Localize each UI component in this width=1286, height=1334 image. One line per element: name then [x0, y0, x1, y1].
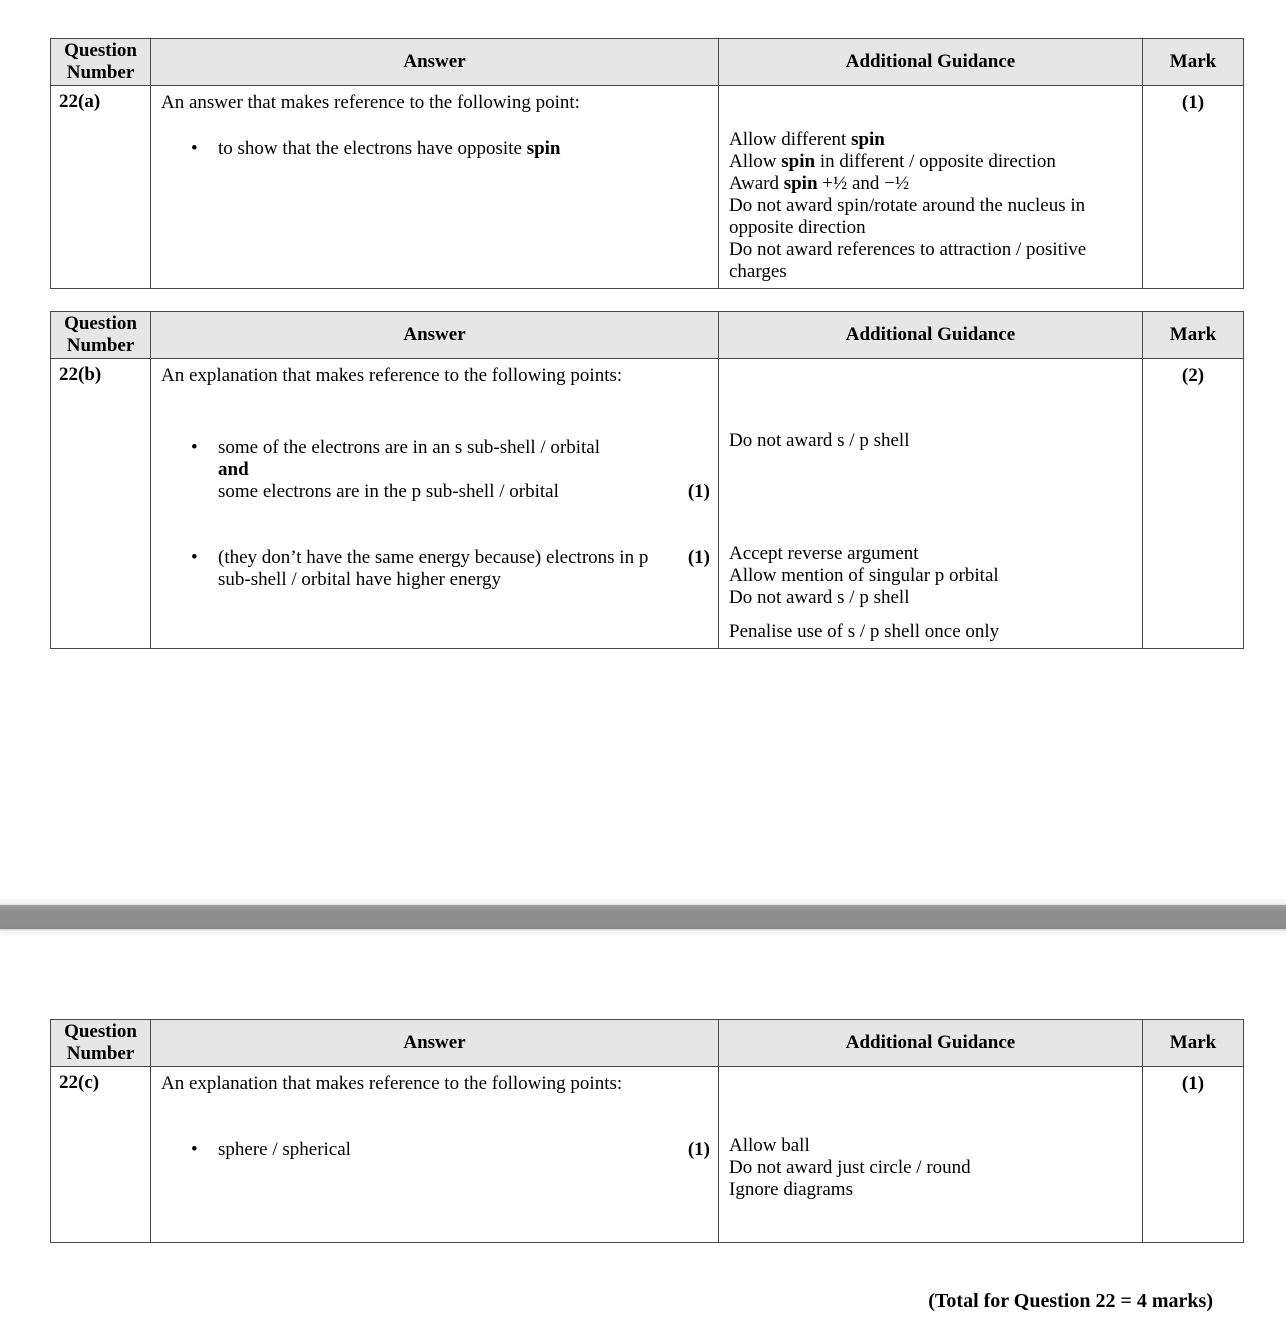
bullet-dot: •	[191, 1139, 198, 1160]
answer-bullets	[161, 138, 710, 160]
text-run: spin	[781, 151, 816, 172]
guidance-blocks	[729, 430, 1134, 643]
table-body-row	[51, 86, 1244, 289]
guidance-line	[729, 430, 1134, 452]
text-run: to show that the electrons have opposite	[218, 138, 527, 159]
answer-line	[218, 1139, 710, 1161]
guidance-block	[729, 543, 1134, 609]
guidance-line	[729, 1157, 1134, 1179]
guidance-block	[729, 1135, 1134, 1201]
guidance-blocks	[729, 129, 1134, 283]
table-header-row	[51, 39, 1244, 86]
text-run: in different / opposite direction	[815, 151, 1056, 172]
answer-line	[218, 459, 710, 481]
bullet-dot: •	[191, 547, 198, 568]
guidance-line	[729, 587, 1134, 609]
answer-bullet	[191, 547, 710, 591]
text-run: (they don’t have the same energy because) electrons in p	[218, 547, 649, 568]
text-run: spin	[783, 173, 818, 194]
guidance-line	[729, 129, 1134, 151]
guidance-blocks	[729, 1135, 1134, 1201]
column-header-answer: Answer	[151, 312, 719, 359]
page-break-gap	[0, 899, 1286, 935]
mark-scheme-table-22c	[50, 1019, 1244, 1243]
table-header-row	[51, 312, 1244, 359]
guidance-cell	[719, 86, 1143, 289]
mark-cell: (1)	[1143, 86, 1244, 289]
column-header-mark: Mark	[1143, 312, 1244, 359]
text-run: Allow	[729, 151, 782, 172]
column-header-mark: Mark	[1143, 1020, 1244, 1067]
text-run: Award	[729, 173, 784, 194]
text-run: Penalise use of s / p shell once only	[729, 621, 1000, 642]
text-run: Do not award spin/rotate around the nucleus in opposite direction	[729, 195, 1086, 238]
question-number-cell: 22(c)	[51, 1067, 151, 1243]
answer-bullet	[191, 138, 710, 160]
text-run: sub-shell / orbital have higher energy	[218, 569, 501, 590]
guidance-line	[729, 621, 1134, 643]
answer-intro: An answer that makes reference to the following point:	[161, 92, 580, 113]
column-header-question-number: Question Number	[51, 39, 151, 86]
column-header-additional-guidance: Additional Guidance	[719, 312, 1143, 359]
guidance-line	[729, 239, 1134, 283]
mark-scheme-table-22b	[50, 311, 1244, 649]
answer-bullet	[191, 1139, 710, 1161]
guidance-line	[729, 543, 1134, 565]
mark-scheme-table-22a	[50, 38, 1244, 289]
answer-line	[218, 547, 710, 569]
text-run: Do not award s / p shell	[729, 587, 910, 608]
answer-cell	[151, 359, 719, 649]
guidance-line	[729, 195, 1134, 239]
guidance-line	[729, 1135, 1134, 1157]
question-number-cell: 22(a)	[51, 86, 151, 289]
answer-line	[218, 437, 710, 459]
table-header-row	[51, 1020, 1244, 1067]
column-header-question-number: Question Number	[51, 312, 151, 359]
answer-line	[218, 569, 710, 591]
guidance-cell	[719, 1067, 1143, 1243]
text-run: Allow ball	[729, 1135, 810, 1156]
inline-mark: (1)	[687, 547, 710, 568]
guidance-block	[729, 430, 1134, 452]
text-run: some electrons are in the p sub-shell / orbital	[218, 481, 559, 502]
question-total-label: (Total for Question 22 = 4 marks)	[928, 1290, 1213, 1312]
text-run: sphere / spherical	[218, 1139, 351, 1160]
answer-intro: An explanation that makes reference to the following points:	[161, 1073, 623, 1094]
inline-mark: (1)	[687, 481, 710, 502]
guidance-line	[729, 151, 1134, 173]
mark-cell: (2)	[1143, 359, 1244, 649]
bullet-dot: •	[191, 138, 198, 159]
answer-line	[218, 138, 710, 160]
text-run: spin	[526, 138, 561, 159]
question-number-cell: 22(b)	[51, 359, 151, 649]
guidance-cell	[719, 359, 1143, 649]
answer-line	[218, 481, 710, 503]
bullet-dot: •	[191, 437, 198, 458]
text-run: Do not award s / p shell	[729, 430, 910, 451]
mark-cell: (1)	[1143, 1067, 1244, 1243]
table-body-row	[51, 359, 1244, 649]
answer-bullets	[161, 437, 710, 591]
text-run: Accept reverse argument	[729, 543, 919, 564]
column-header-additional-guidance: Additional Guidance	[719, 39, 1143, 86]
column-header-answer: Answer	[151, 1020, 719, 1067]
guidance-block	[729, 621, 1134, 643]
text-run: and	[218, 459, 249, 480]
column-header-mark: Mark	[1143, 39, 1244, 86]
answer-intro: An explanation that makes reference to the following points:	[161, 365, 623, 386]
text-run: some of the electrons are in an s sub-shell / orbital	[218, 437, 601, 458]
text-run: Ignore diagrams	[729, 1179, 853, 1200]
guidance-line	[729, 565, 1134, 587]
guidance-block	[729, 129, 1134, 283]
answer-bullet	[191, 437, 710, 503]
text-run: Allow different	[729, 129, 852, 150]
page-break-divider-bar	[0, 905, 1286, 929]
column-header-additional-guidance: Additional Guidance	[719, 1020, 1143, 1067]
answer-cell	[151, 1067, 719, 1243]
inline-mark: (1)	[687, 1139, 710, 1160]
guidance-line	[729, 1179, 1134, 1201]
text-run: Do not award just circle / round	[729, 1157, 971, 1178]
text-run: spin	[851, 129, 885, 150]
answer-bullets	[161, 1139, 710, 1161]
text-run: +½ and −½	[817, 173, 910, 194]
column-header-answer: Answer	[151, 39, 719, 86]
column-header-question-number: Question Number	[51, 1020, 151, 1067]
answer-cell	[151, 86, 719, 289]
guidance-line	[729, 173, 1134, 195]
table-body-row	[51, 1067, 1244, 1243]
text-run: Allow mention of singular p orbital	[729, 565, 999, 586]
text-run: Do not award references to attraction / positive charges	[729, 239, 1087, 282]
